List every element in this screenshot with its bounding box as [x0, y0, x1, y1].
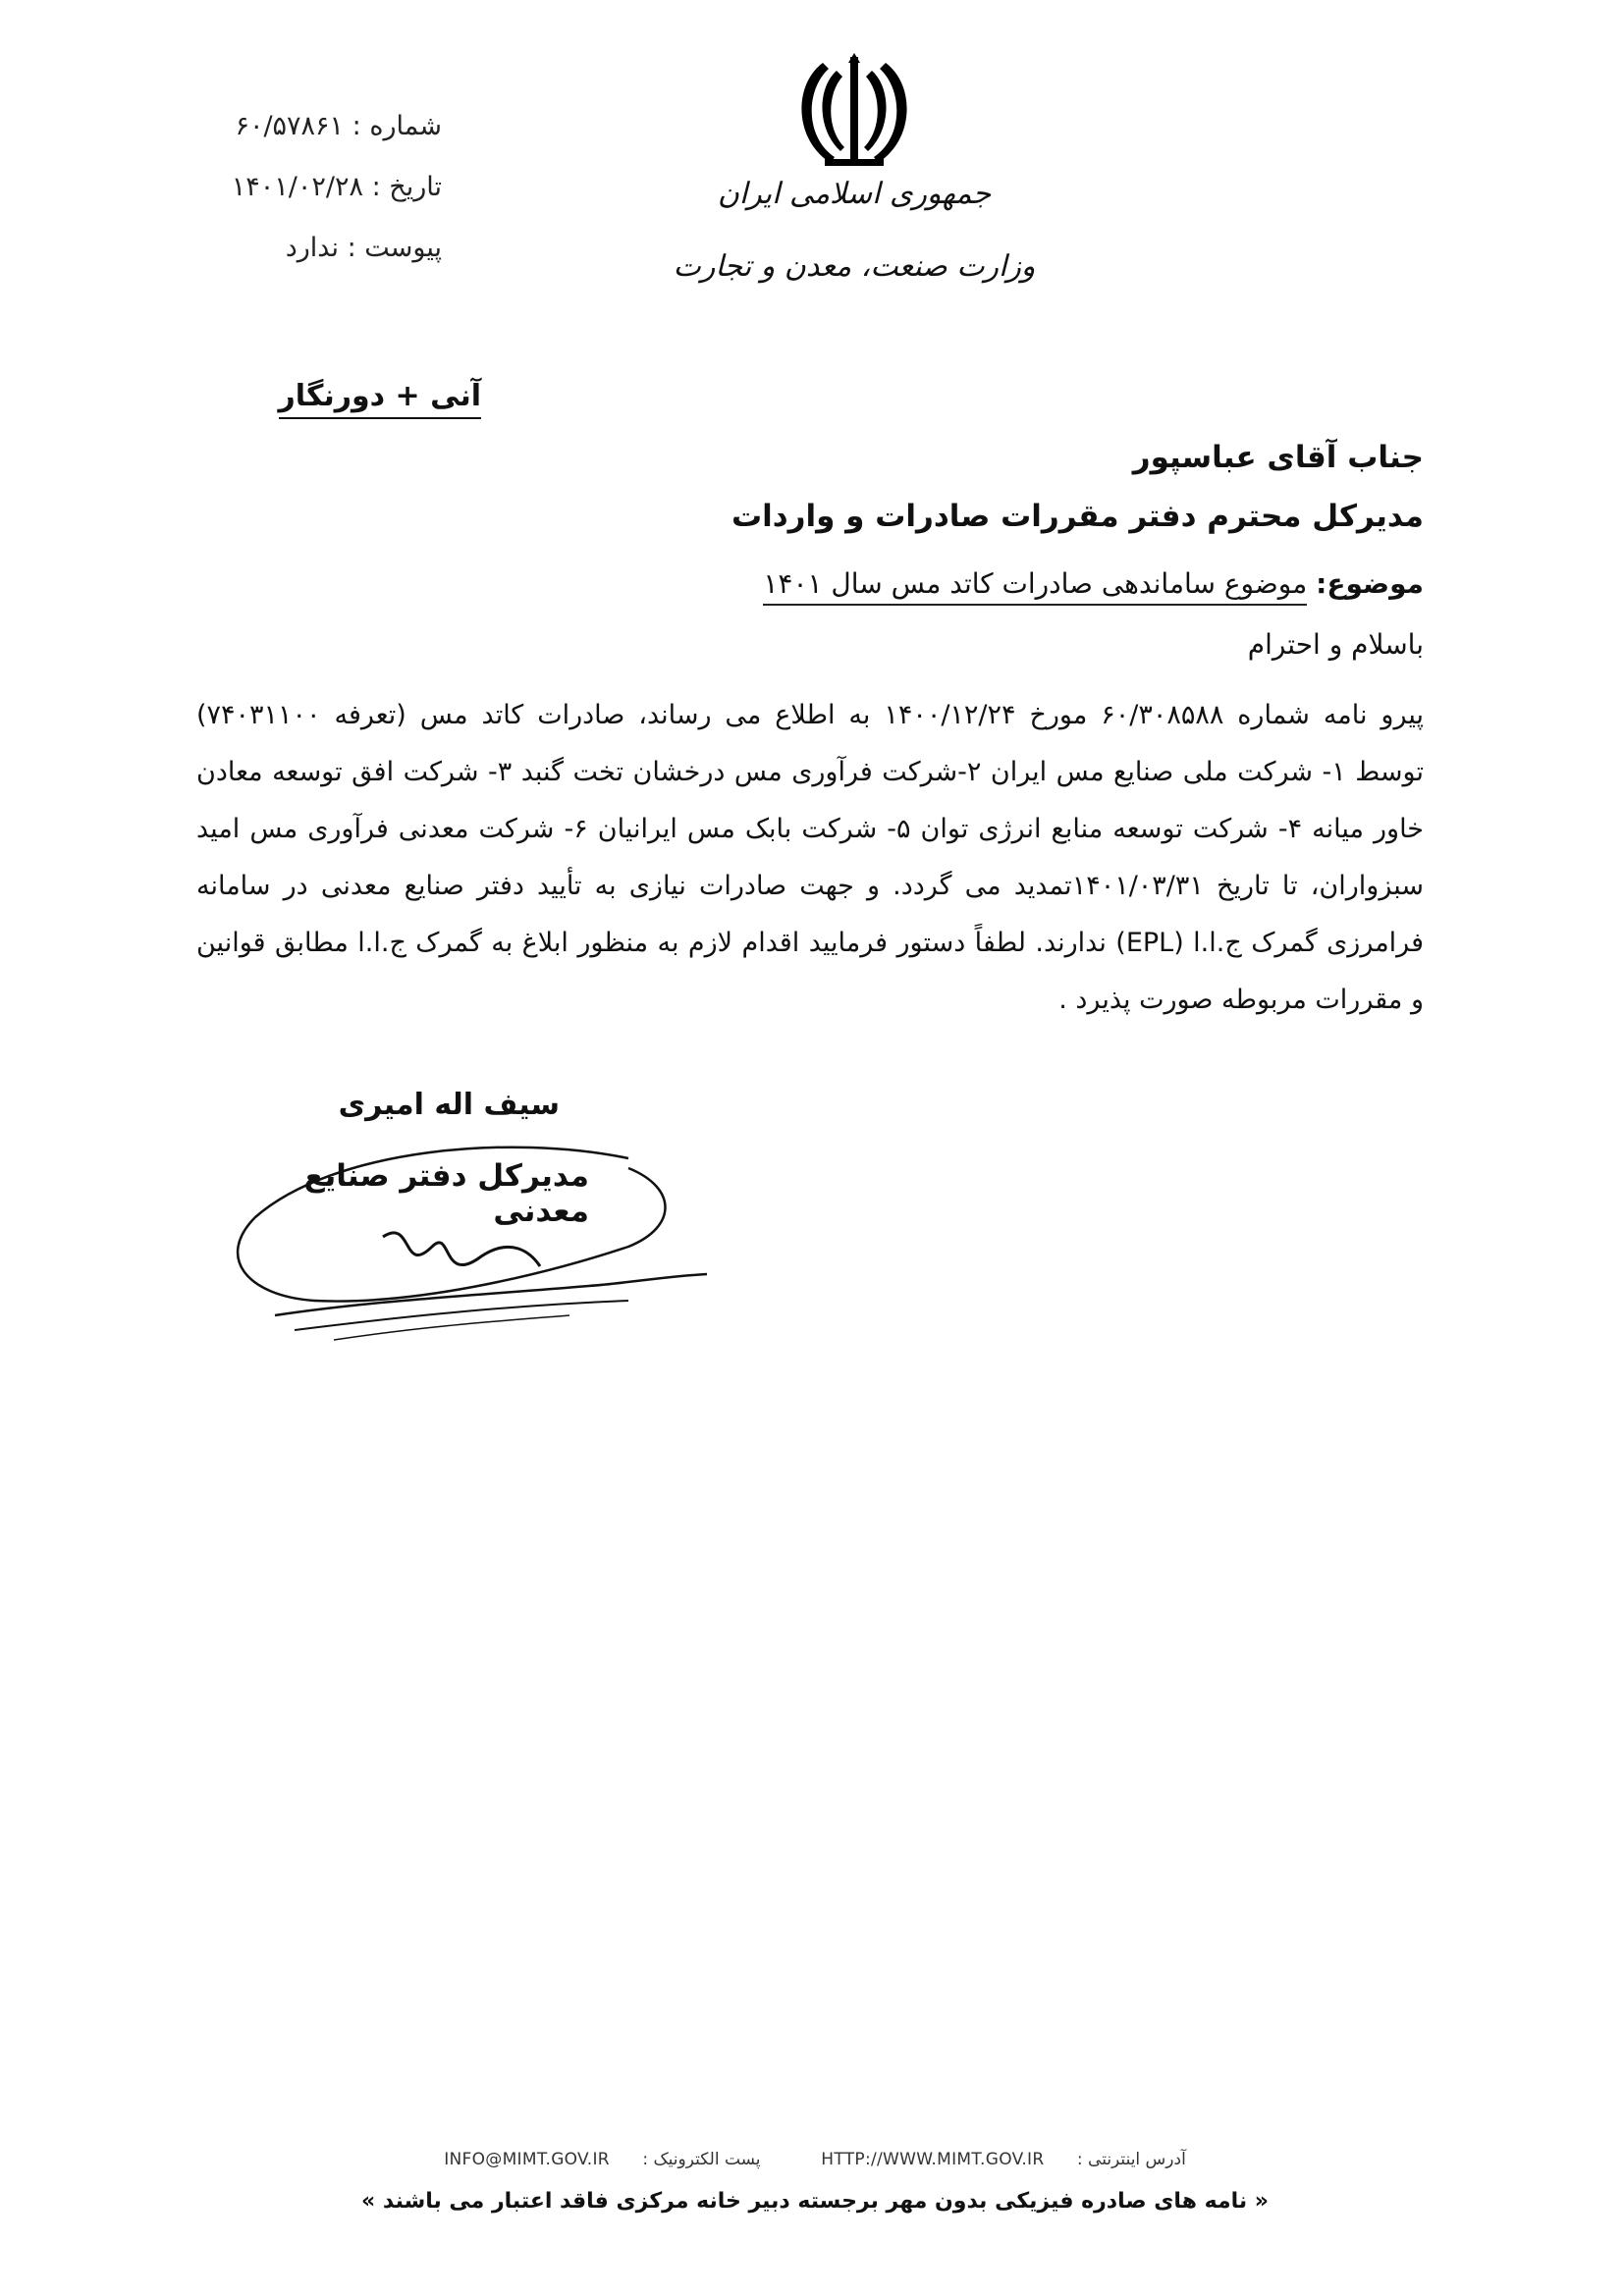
subject-label: موضوع:: [1316, 567, 1424, 600]
letter-body: پیرو نامه شماره ۶۰/۳۰۸۵۸۸ مورخ ۱۴۰۰/۱۲/۲۴ به اطلاع می رساند، صادرات کاتد مس (تعرفه ۷۴۰۳۱۱۰۰) توسط ۱- شرکت ملی صنایع مس ایران ۲-شرکت فرآوری مس درخشان تخت گنبد ۳- شرکت افق توسعه معادن خاور میانه ۴- شرکت توسعه منابع انرژی توان ۵- شرکت بابک مس ایرانیان ۶- شرکت معدنی فرآوری مس امید سبزواران، تا تاریخ ۱۴۰۱/۰۳/۳۱تمدید می گردد. و جهت صادرات نیازی به تأیید دفتر صنایع معدنی در سامانه فرامرزی گمرک ج.ا.ا (EPL) ندارند. لطفاً دستور فرمایید اقدام لازم به منظور ابلاغ به گمرک ج.ا.ا مطابق قوانین و مقررات مربوطه صورت پذیرد .: [196, 700, 1425, 1015]
iran-emblem-icon: [766, 49, 943, 177]
letter-attachment: پیوست : ندارد: [285, 233, 442, 263]
footer-website: آدرس اینترنتی : HTTP://WWW.MIMT.GOV.IR: [821, 2150, 1186, 2169]
subject-line: [550, 567, 1424, 600]
footer-contacts: [324, 2150, 1306, 2169]
footer-email: پست الکترونیک : INFO@MIMT.GOV.IR: [444, 2150, 761, 2169]
signature-icon: [216, 1129, 727, 1364]
recipient-title: مدیرکل محترم دفتر مقررات صادرات و واردات: [731, 499, 1424, 534]
greeting: باسلام و احترام: [1247, 628, 1424, 661]
country-name: جمهوری اسلامی ایران: [717, 177, 992, 211]
priority-tag: آنی + دورنگار: [167, 379, 481, 413]
subject-text: موضوع ساماندهی صادرات کاتد مس سال ۱۴۰۱: [763, 567, 1307, 606]
letter-date: تاریخ : ۱۴۰۱/۰۲/۲۸: [231, 172, 442, 202]
ministry-name: وزارت صنعت، معدن و تجارت: [673, 249, 1036, 284]
letter-meta: [167, 96, 442, 279]
recipient-name: جناب آقای عباسپور: [1132, 440, 1424, 475]
footer-notice: « نامه های صادره فیزیکی بدون مهر برجسته دبیر خانه مرکزی فاقد اعتبار می باشند »: [361, 2189, 1269, 2214]
letter-number: شماره : ۶۰/۵۷۸۶۱: [235, 111, 442, 141]
signer-title: مدیرکل دفتر صنایع معدنی: [303, 1158, 589, 1229]
signer-name: سیف اله امیری: [338, 1088, 560, 1122]
